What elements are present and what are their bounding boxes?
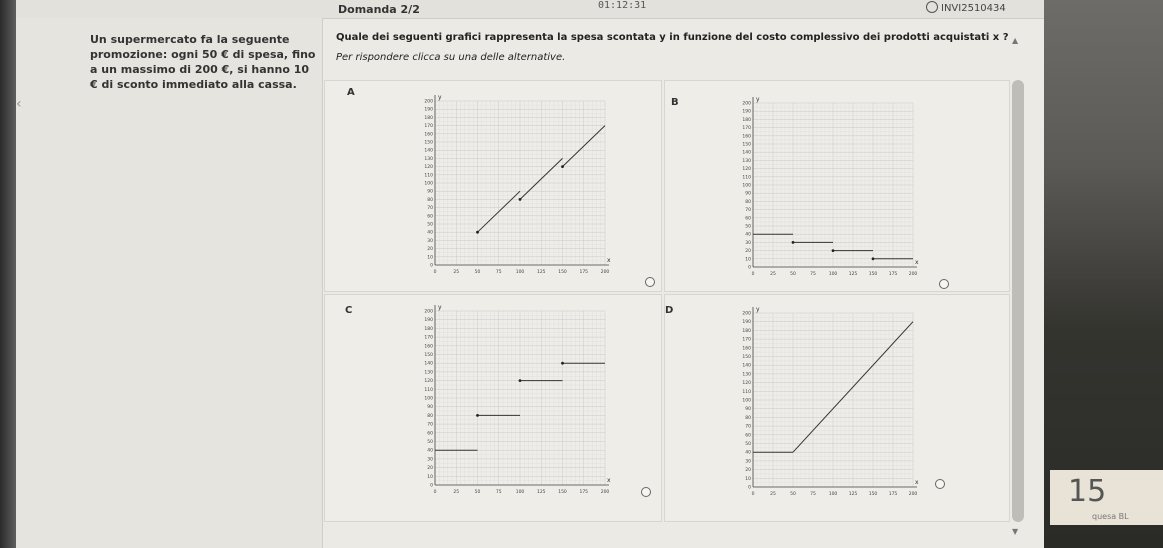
y-tick-label: 150 — [424, 140, 433, 146]
y-tick-label: 180 — [742, 117, 751, 123]
y-tick-label: 0 — [430, 483, 433, 489]
y-tick-label: 100 — [742, 183, 751, 189]
x-tick-label: 75 — [495, 490, 502, 495]
option-a[interactable] — [324, 80, 662, 292]
option-c-chart — [413, 301, 613, 501]
x-tick-label: 200 — [908, 492, 918, 497]
y-tick-label: 30 — [427, 457, 433, 463]
y-tick-label: 40 — [427, 230, 433, 236]
y-tick-label: 0 — [430, 263, 433, 269]
x-tick-label: 200 — [600, 270, 610, 275]
y-tick-label: 180 — [424, 326, 433, 332]
x-tick-label: 175 — [579, 490, 589, 495]
option-b[interactable] — [664, 80, 1010, 292]
x-tick-label: 25 — [770, 272, 776, 277]
user-id: INVI2510434 — [941, 3, 1006, 14]
x-tick-label: 0 — [751, 492, 755, 497]
y-tick-label: 200 — [424, 309, 433, 315]
x-tick-label: 125 — [536, 270, 546, 275]
y-tick-label: 200 — [424, 99, 433, 105]
y-tick-label: 150 — [742, 355, 751, 360]
collapse-arrow-icon[interactable]: ‹ — [16, 96, 22, 112]
y-tick-label: 10 — [427, 255, 433, 261]
y-tick-label: 70 — [745, 208, 751, 214]
y-tick-label: 100 — [424, 181, 433, 187]
x-tick-label: 175 — [888, 272, 898, 277]
x-tick-label: 150 — [558, 490, 567, 495]
scroll-down-icon[interactable]: ▼ — [1012, 527, 1019, 536]
y-tick-label: 60 — [745, 433, 751, 439]
x-tick-label: 50 — [474, 490, 481, 495]
option-letter: C — [345, 305, 353, 316]
y-tick-label: 40 — [427, 448, 433, 454]
y-tick-label: 70 — [427, 422, 433, 428]
user-icon — [926, 1, 938, 13]
option-letter: A — [347, 87, 355, 98]
y-tick-label: 150 — [424, 353, 433, 358]
y-tick-label: 90 — [427, 405, 433, 411]
option-d-radio[interactable] — [935, 479, 945, 489]
y-tick-label: 20 — [745, 468, 751, 474]
y-tick-label: 110 — [742, 389, 751, 395]
option-letter: D — [665, 305, 674, 316]
y-tick-label: 160 — [742, 134, 751, 140]
scrollbar[interactable] — [1012, 80, 1024, 522]
x-tick-label: 25 — [453, 490, 460, 495]
x-tick-label: 100 — [828, 272, 838, 277]
y-tick-label: 190 — [424, 107, 433, 113]
x-axis-label: x — [607, 477, 611, 484]
y-tick-label: 50 — [745, 442, 751, 447]
y-tick-label: 80 — [427, 413, 433, 419]
x-tick-label: 0 — [433, 490, 437, 495]
y-tick-label: 140 — [742, 150, 751, 156]
option-d-chart — [731, 303, 921, 503]
context-text: Un supermercato fa la seguente promozione: ogni 50 € di spesa, fino a un massimo di 200 €, si hanno 10 € di sconto immediato alla cassa. — [90, 33, 316, 91]
y-tick-label: 130 — [424, 156, 433, 162]
x-tick-label: 25 — [770, 492, 776, 497]
y-tick-label: 190 — [742, 109, 751, 115]
y-tick-label: 150 — [742, 142, 751, 148]
y-tick-label: 40 — [745, 232, 751, 238]
y-tick-label: 130 — [742, 372, 751, 378]
x-tick-label: 150 — [868, 492, 878, 497]
x-tick-label: 100 — [828, 492, 838, 497]
x-tick-label: 100 — [515, 270, 525, 275]
y-tick-label: 20 — [427, 247, 433, 253]
x-tick-label: 125 — [848, 272, 858, 277]
y-tick-label: 90 — [745, 191, 751, 197]
y-tick-label: 60 — [427, 214, 433, 220]
x-tick-label: 0 — [751, 272, 755, 277]
x-tick-label: 150 — [868, 272, 878, 277]
x-tick-label: 75 — [810, 272, 816, 277]
x-tick-label: 50 — [790, 492, 796, 497]
x-tick-label: 100 — [515, 490, 525, 495]
x-tick-label: 125 — [536, 490, 546, 495]
y-tick-label: 10 — [745, 257, 751, 263]
y-tick-label: 170 — [424, 124, 433, 130]
y-tick-label: 130 — [742, 158, 751, 164]
quiz-screen — [16, 0, 1044, 548]
x-tick-label: 75 — [810, 492, 816, 497]
y-tick-label: 80 — [427, 197, 433, 203]
y-tick-label: 10 — [745, 476, 751, 482]
brand-text: quesa BL — [1092, 512, 1129, 521]
y-tick-label: 70 — [427, 206, 433, 212]
user-badge[interactable] — [926, 1, 1006, 14]
data-point — [872, 257, 875, 260]
data-point — [519, 379, 522, 382]
y-tick-label: 190 — [424, 318, 433, 324]
y-tick-label: 160 — [742, 346, 751, 352]
y-tick-label: 30 — [427, 238, 433, 244]
question-title: Domanda 2/2 — [338, 3, 420, 16]
y-tick-label: 40 — [745, 450, 751, 456]
y-tick-label: 120 — [742, 381, 751, 387]
y-axis-label: y — [438, 304, 442, 311]
y-tick-label: 170 — [742, 337, 751, 343]
y-axis-label: y — [756, 96, 760, 103]
y-tick-label: 120 — [742, 167, 751, 173]
option-b-chart — [731, 93, 921, 283]
data-point — [792, 241, 795, 244]
data-point — [561, 165, 564, 168]
instruction-text: Per rispondere clicca su una delle alternative. — [336, 52, 566, 63]
option-c-radio[interactable] — [641, 487, 651, 497]
y-tick-label: 160 — [424, 132, 433, 138]
y-axis-label: y — [438, 94, 442, 101]
data-point — [832, 249, 835, 252]
y-axis-label: y — [756, 306, 760, 313]
option-c[interactable] — [324, 294, 662, 522]
y-tick-label: 180 — [424, 115, 433, 121]
y-tick-label: 200 — [742, 101, 751, 107]
y-tick-label: 180 — [742, 328, 751, 334]
data-point — [476, 414, 479, 417]
x-axis-label: x — [607, 257, 611, 264]
x-tick-label: 200 — [600, 490, 610, 495]
y-tick-label: 80 — [745, 415, 751, 421]
option-a-chart — [413, 91, 613, 281]
x-tick-label: 25 — [453, 270, 460, 275]
x-axis-label: x — [915, 479, 919, 486]
y-tick-label: 10 — [427, 474, 433, 480]
data-point — [476, 231, 479, 234]
x-tick-label: 75 — [495, 270, 502, 275]
y-tick-label: 80 — [745, 199, 751, 205]
timer: 01:12:31 — [598, 0, 647, 11]
x-axis-label: x — [915, 259, 919, 266]
top-bar — [16, 0, 1044, 19]
y-tick-label: 120 — [424, 379, 433, 385]
y-tick-label: 130 — [424, 370, 433, 376]
photo-background-right — [1040, 0, 1163, 548]
x-tick-label: 50 — [474, 270, 481, 275]
x-tick-label: 175 — [888, 492, 898, 497]
y-tick-label: 90 — [427, 189, 433, 195]
option-a-radio[interactable] — [645, 277, 655, 287]
scroll-up-icon[interactable]: ▲ — [1012, 36, 1019, 45]
y-tick-label: 50 — [427, 440, 433, 445]
y-tick-label: 170 — [742, 126, 751, 132]
x-tick-label: 125 — [848, 492, 858, 497]
y-tick-label: 100 — [424, 396, 433, 402]
option-letter: B — [671, 97, 679, 108]
option-d[interactable] — [664, 294, 1010, 522]
y-tick-label: 50 — [745, 224, 751, 230]
x-tick-label: 0 — [433, 270, 437, 275]
y-tick-label: 30 — [745, 459, 751, 465]
x-tick-label: 50 — [790, 272, 796, 277]
y-tick-label: 140 — [424, 148, 433, 154]
y-tick-label: 190 — [742, 320, 751, 326]
y-tick-label: 160 — [424, 344, 433, 350]
y-tick-label: 110 — [742, 175, 751, 181]
y-tick-label: 0 — [748, 485, 751, 491]
y-tick-label: 50 — [427, 222, 433, 228]
option-b-radio[interactable] — [939, 279, 949, 289]
y-tick-label: 90 — [745, 407, 751, 413]
y-tick-label: 110 — [424, 387, 433, 393]
y-tick-label: 20 — [745, 249, 751, 255]
y-tick-label: 60 — [745, 216, 751, 222]
y-tick-label: 0 — [748, 265, 751, 271]
y-tick-label: 140 — [424, 361, 433, 367]
y-tick-label: 170 — [424, 335, 433, 341]
y-tick-label: 100 — [742, 398, 751, 404]
y-tick-label: 120 — [424, 165, 433, 171]
x-tick-label: 175 — [579, 270, 589, 275]
data-point — [519, 198, 522, 201]
x-tick-label: 200 — [908, 272, 918, 277]
sticky-text: 15 — [1068, 474, 1107, 509]
question-text: Quale dei seguenti grafici rappresenta la spesa scontata y in funzione del costo complessivo dei prodotti acquistati x ? — [336, 32, 1009, 43]
y-tick-label: 60 — [427, 431, 433, 437]
y-tick-label: 200 — [742, 311, 751, 317]
context-pane — [16, 18, 323, 548]
y-tick-label: 30 — [745, 240, 751, 246]
y-tick-label: 70 — [745, 424, 751, 430]
y-tick-label: 140 — [742, 363, 751, 369]
y-tick-label: 110 — [424, 173, 433, 179]
y-tick-label: 20 — [427, 466, 433, 472]
data-point — [561, 362, 564, 365]
x-tick-label: 150 — [558, 270, 567, 275]
